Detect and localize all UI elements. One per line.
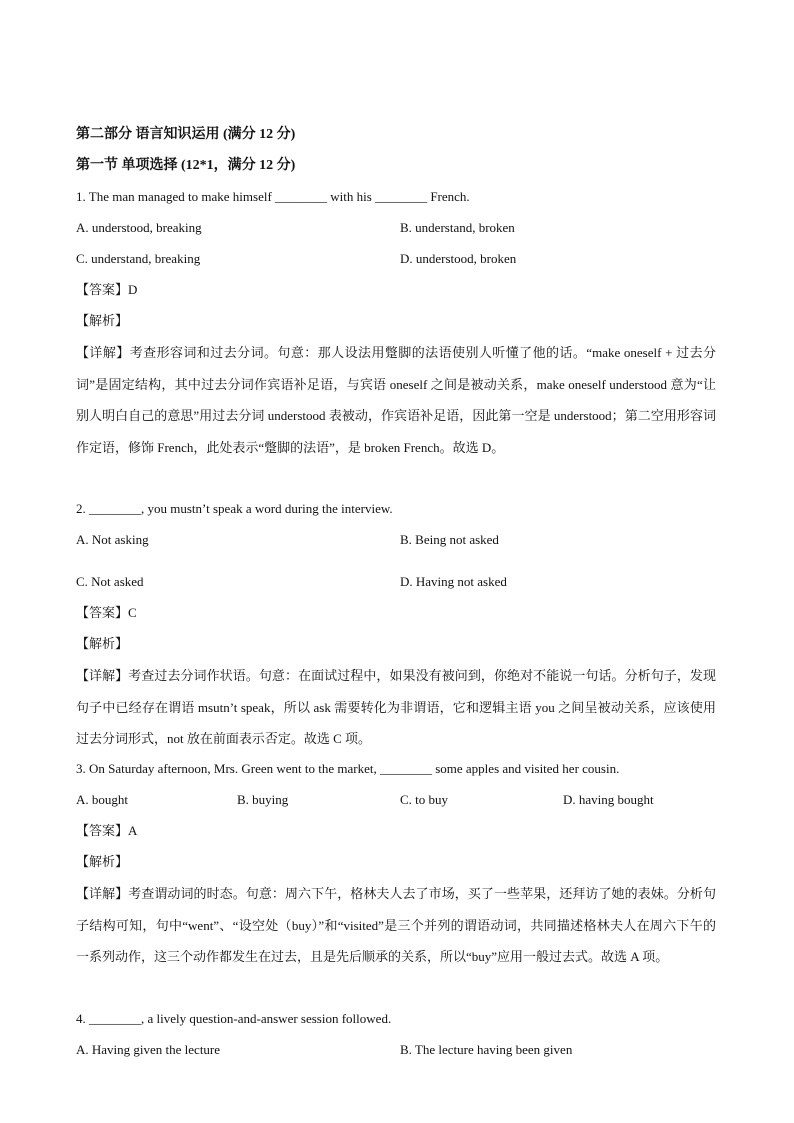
question-1-option-b: B. understand, broken — [400, 220, 515, 235]
question-2-detail: 【详解】考查过去分词作状语。句意：在面试过程中，如果没有被问到，你绝对不能说一句话。分析句子，发现句子中已经存在谓语 msutn’t speak，所以 ask 需要转化为非谓语，它和逻辑主语 you 之间呈被动关系，应该使用过去分词形式，not 放在前面表示否定。故选 C 项。 — [76, 668, 716, 746]
question-3-option-c: C. to buy — [400, 792, 449, 807]
question-1-detail: 【详解】考查形容词和过去分词。句意：那人设法用蹩脚的法语使别人听懂了他的话。“make oneself + 过去分词”是固定结构，其中过去分词作宾语补足语，与宾语 oneself 之间是被动关系，make oneself understood 意为“让别人明白自己的意思”用过去分词 understood 表被动，作宾语补足语，因此第一空是 understood；第二空用形容词作定语，修饰 French，此处表示“蹩脚的法语”，是 broken French。故选 D。 — [76, 345, 716, 455]
question-2-answer — [76, 604, 137, 622]
section-title: 第二部分 语言知识运用 (满分 12 分) — [76, 127, 296, 142]
question-2-stem: 2. ________, you mustn’t speak a word during the interview. — [76, 501, 393, 516]
answer-value: D — [128, 282, 138, 297]
question-2-option-b: B. Being not asked — [400, 532, 499, 547]
answer-value: C — [128, 605, 137, 620]
question-4-stem: 4. ________, a lively question-and-answer session followed. — [76, 1011, 392, 1026]
question-2-analysis-label: 【解析】 — [76, 636, 129, 651]
question-3-option-d: D. having bought — [563, 792, 654, 807]
question-3-option-a: A. bought — [76, 792, 128, 807]
question-1-option-c: C. understand, breaking — [76, 251, 201, 266]
question-3-analysis-label: 【解析】 — [76, 854, 129, 869]
question-3-stem: 3. On Saturday afternoon, Mrs. Green went to the market, ________ some apples and visited her cousin. — [76, 761, 620, 776]
subsection-title: 第一节 单项选择 (12*1，满分 12 分) — [76, 158, 296, 173]
question-2-option-a: A. Not asking — [76, 532, 149, 547]
question-1-answer — [76, 281, 137, 299]
question-4-option-b: B. The lecture having been given — [400, 1042, 573, 1057]
question-3-answer — [76, 822, 137, 840]
question-1-stem: 1. The man managed to make himself ________ with his ________ French. — [76, 189, 470, 204]
question-3-option-b: B. buying — [237, 792, 289, 807]
question-1-analysis-label: 【解析】 — [76, 313, 129, 328]
question-1-option-a: A. understood, breaking — [76, 220, 202, 235]
question-2-option-d: D. Having not asked — [400, 574, 507, 589]
answer-value: A — [128, 823, 138, 838]
question-3-detail: 【详解】考查谓动词的时态。句意：周六下午，格林夫人去了市场，买了一些苹果，还拜访了她的表妹。分析句子结构可知，句中“went”、“设空处（buy）”和“visited”是三个并列的谓语动词，共同描述格林夫人在周六下午的一系列动作，这三个动作都发生在过去，且是先后顺承的关系，所以“buy”应用一般过去式。故选 A 项。 — [76, 886, 716, 964]
question-4-option-a: A. Having given the lecture — [76, 1042, 221, 1057]
question-1-option-d: D. understood, broken — [400, 251, 517, 266]
answer-label: 【答案】 — [76, 823, 129, 838]
answer-label: 【答案】 — [76, 605, 129, 620]
answer-label: 【答案】 — [76, 282, 129, 297]
question-2-option-c: C. Not asked — [76, 574, 144, 589]
